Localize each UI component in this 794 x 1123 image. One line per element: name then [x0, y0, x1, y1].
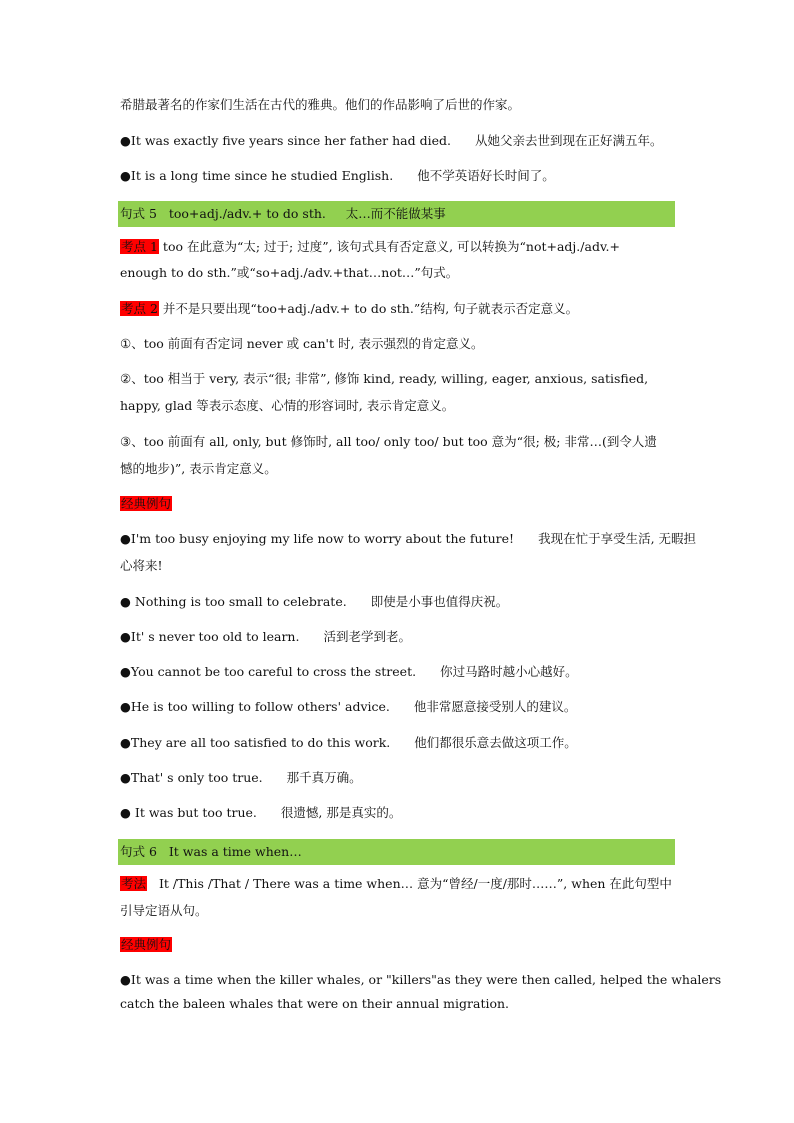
point-text: 并不是只要出现“too+adj./adv.+ to do sth.”结构, 句子就表示否定意义。 [162, 301, 579, 316]
example-en: ●They are all too satisfied to do this work. [120, 735, 391, 750]
rule-2-line-2: happy, glad 等表示态度、心情的形容词时, 表示肯定意义。 [120, 398, 455, 413]
example-cn: 从她父亲去世到现在正好满五年。 [474, 133, 663, 148]
classic-tag: 经典例句 [121, 937, 172, 952]
pattern-meaning: 太…而不能做某事 [345, 206, 446, 221]
point-6-line-1 [120, 876, 672, 892]
classic-heading [120, 496, 172, 512]
point-tag: 考点 1 [121, 239, 158, 254]
rule-3-line-1: ③、too 前面有 all, only, but 修饰时, all too/ only too/ but too 意为“很; 极; 非常…(到令人遗 [120, 434, 657, 449]
point-text: It /This /That / There was a time when… 意为“曾经/一度/那时……”, when 在此句型中 [158, 876, 672, 891]
example-line [120, 594, 508, 610]
pattern-text: too+adj./adv.+ to do sth. [168, 206, 326, 221]
example-line [120, 168, 555, 184]
example-cn: 活到老学到老。 [323, 629, 411, 644]
pattern-6-banner [118, 839, 675, 865]
point-2-line [120, 301, 578, 317]
example-cn: 那千真万确。 [286, 770, 362, 785]
example-cn: 他非常愿意接受别人的建议。 [413, 699, 577, 714]
example-line [120, 133, 662, 149]
point-tag: 考法 [121, 876, 147, 891]
intro-line: 希腊最著名的作家们生活在古代的雅典。他们的作品影响了后世的作家。 [120, 97, 521, 112]
example-cn: 即使是小事也值得庆祝。 [370, 594, 509, 609]
example-last-line-2: catch the baleen whales that were on their annual migration. [120, 996, 510, 1011]
pattern-label: 句式 5 [120, 206, 157, 221]
example-en: ● Nothing is too small to celebrate. [120, 594, 347, 609]
example-cn-continued: 心将来! [120, 558, 163, 573]
example-en: ●It was exactly five years since her father had died. [120, 133, 451, 148]
classic-tag: 经典例句 [121, 496, 172, 511]
example-en: ●He is too willing to follow others' advice. [120, 699, 390, 714]
point-1-line-2: enough to do sth.”或“so+adj./adv.+that…not…”句式。 [120, 265, 459, 280]
rule-2-line-1: ②、too 相当于 very, 表示“很; 非常”, 修饰 kind, ready, willing, eager, anxious, satisfied, [120, 371, 649, 386]
example-en: ●It is a long time since he studied English. [120, 168, 394, 183]
pattern-text: It was a time when… [168, 844, 302, 859]
example-cn: 我现在忙于享受生活, 无暇担 [538, 531, 697, 546]
example-cn: 你过马路时越小心越好。 [440, 664, 578, 679]
example-line [120, 664, 578, 680]
example-en: ●I'm too busy enjoying my life now to worry about the future! [120, 531, 515, 546]
rule-3-line-2: 憾的地步)”, 表示肯定意义。 [120, 461, 277, 476]
point-tag: 考点 2 [121, 301, 158, 316]
pattern-5-banner [118, 201, 675, 227]
point-6-line-2: 引导定语从句。 [120, 903, 208, 918]
example-en: ●It' s never too old to learn. [120, 629, 300, 644]
point-1-line-1 [120, 239, 620, 255]
example-cn: 很遗憾, 那是真实的。 [280, 805, 402, 820]
example-line [120, 531, 696, 547]
example-last-line-1: ●It was a time when the killer whales, or "killers"as they were then called, helped the whalers [120, 972, 722, 987]
example-en: ● It was but too true. [120, 805, 257, 820]
example-cn: 他不学英语好长时间了。 [417, 168, 555, 183]
classic-heading [120, 937, 172, 953]
point-text: too 在此意为“太; 过于; 过度”, 该句式具有否定意义, 可以转换为“not+adj./adv.+ [162, 239, 620, 254]
rule-1: ①、too 前面有否定词 never 或 can't 时, 表示强烈的肯定意义。 [120, 336, 484, 351]
example-en: ●That' s only too true. [120, 770, 263, 785]
example-line [120, 699, 576, 715]
pattern-label: 句式 6 [120, 844, 157, 859]
example-line [120, 735, 577, 751]
example-line [120, 770, 362, 786]
example-en: ●You cannot be too careful to cross the street. [120, 664, 417, 679]
example-line [120, 629, 411, 645]
example-cn: 他们都很乐意去做这项工作。 [414, 735, 577, 750]
example-line [120, 805, 401, 821]
